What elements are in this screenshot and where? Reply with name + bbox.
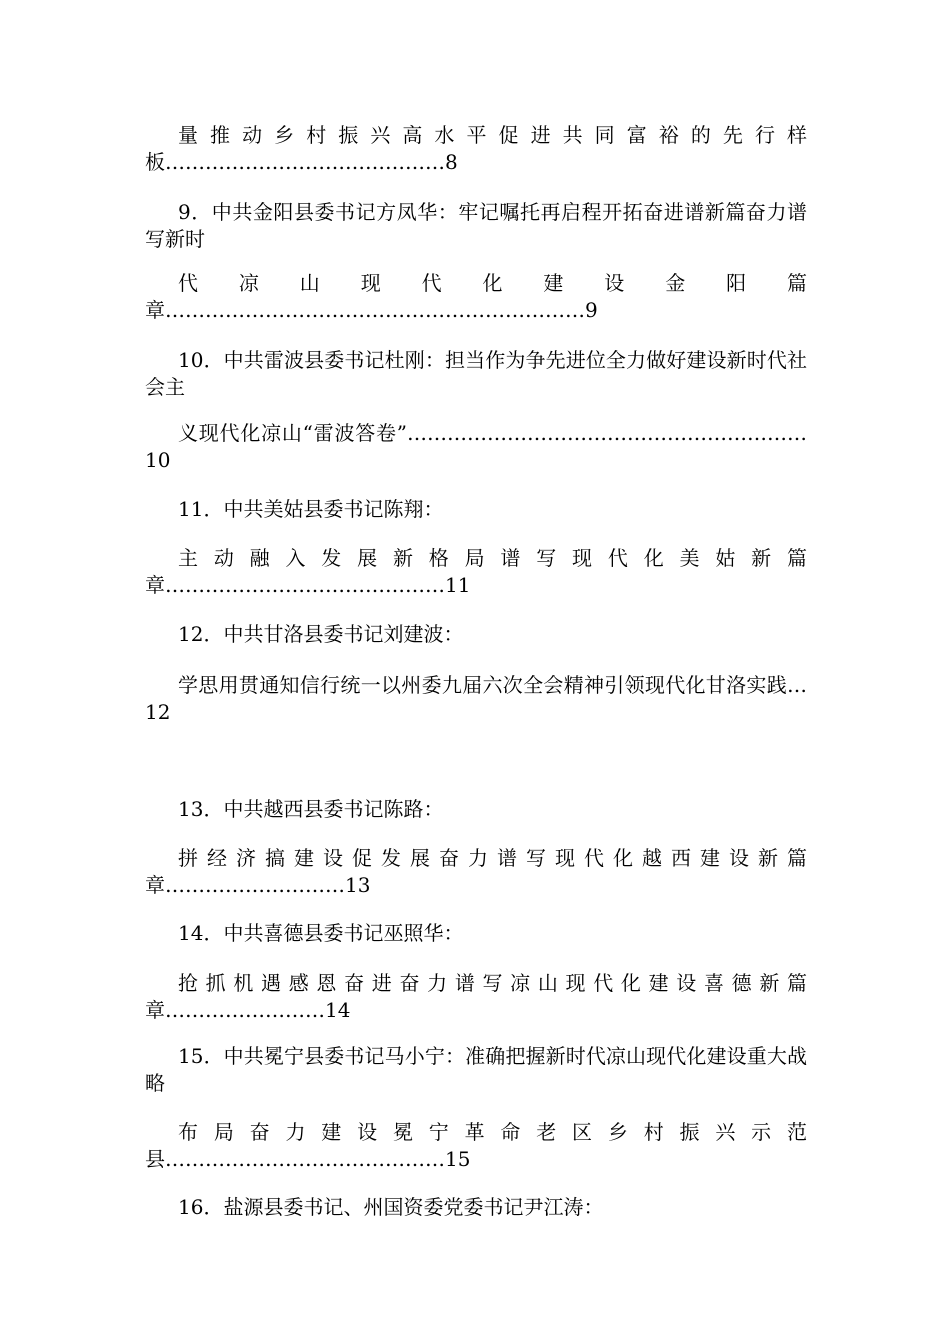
- toc-entry-11-title: 主动融入发展新格局谱写现代化美姑新篇章……………………………………11: [145, 546, 807, 597]
- toc-entry-10-title: 义现代化凉山“雷波答卷”……………………………………………………10: [145, 421, 807, 472]
- toc-entry-12-title: 学思用贯通知信行统一以州委九届六次全会精神引领现代化甘洛实践…12: [145, 673, 807, 724]
- toc-entry-14-title: 抢抓机遇感恩奋进奋力谱写凉山现代化建设喜德新篇章……………………14: [145, 971, 807, 1022]
- toc-entry-9-heading: 9．中共金阳县委书记方凤华：牢记嘱托再启程开拓奋进谱新篇奋力谱写新时: [145, 200, 807, 251]
- toc-entry-11-heading: 11．中共美姑县委书记陈翔：: [178, 497, 444, 521]
- toc-entry-14-heading: 14．中共喜德县委书记巫照华：: [178, 921, 464, 945]
- toc-entry-15-title: 布局奋力建设冕宁革命老区乡村振兴示范县……………………………………15: [145, 1120, 807, 1171]
- toc-entry-8-continued: 量推动乡村振兴高水平促进共同富裕的先行样板……………………………………8: [145, 123, 807, 174]
- toc-entry-13-title: 拼经济搞建设促发展奋力谱写现代化越西建设新篇章………………………13: [145, 846, 807, 897]
- toc-entry-9-title: 代凉山现代化建设金阳篇章………………………………………………………9: [145, 271, 807, 322]
- toc-entry-10-heading: 10．中共雷波县委书记杜刚：担当作为争先进位全力做好建设新时代社会主: [145, 348, 807, 399]
- toc-entry-13-heading: 13．中共越西县委书记陈路：: [178, 797, 444, 821]
- toc-entry-16-heading: 16．盐源县委书记、州国资委党委书记尹江涛：: [178, 1195, 604, 1219]
- toc-entry-12-heading: 12．中共甘洛县委书记刘建波：: [178, 622, 464, 646]
- toc-entry-15-heading: 15．中共冕宁县委书记马小宁：准确把握新时代凉山现代化建设重大战略: [145, 1044, 807, 1095]
